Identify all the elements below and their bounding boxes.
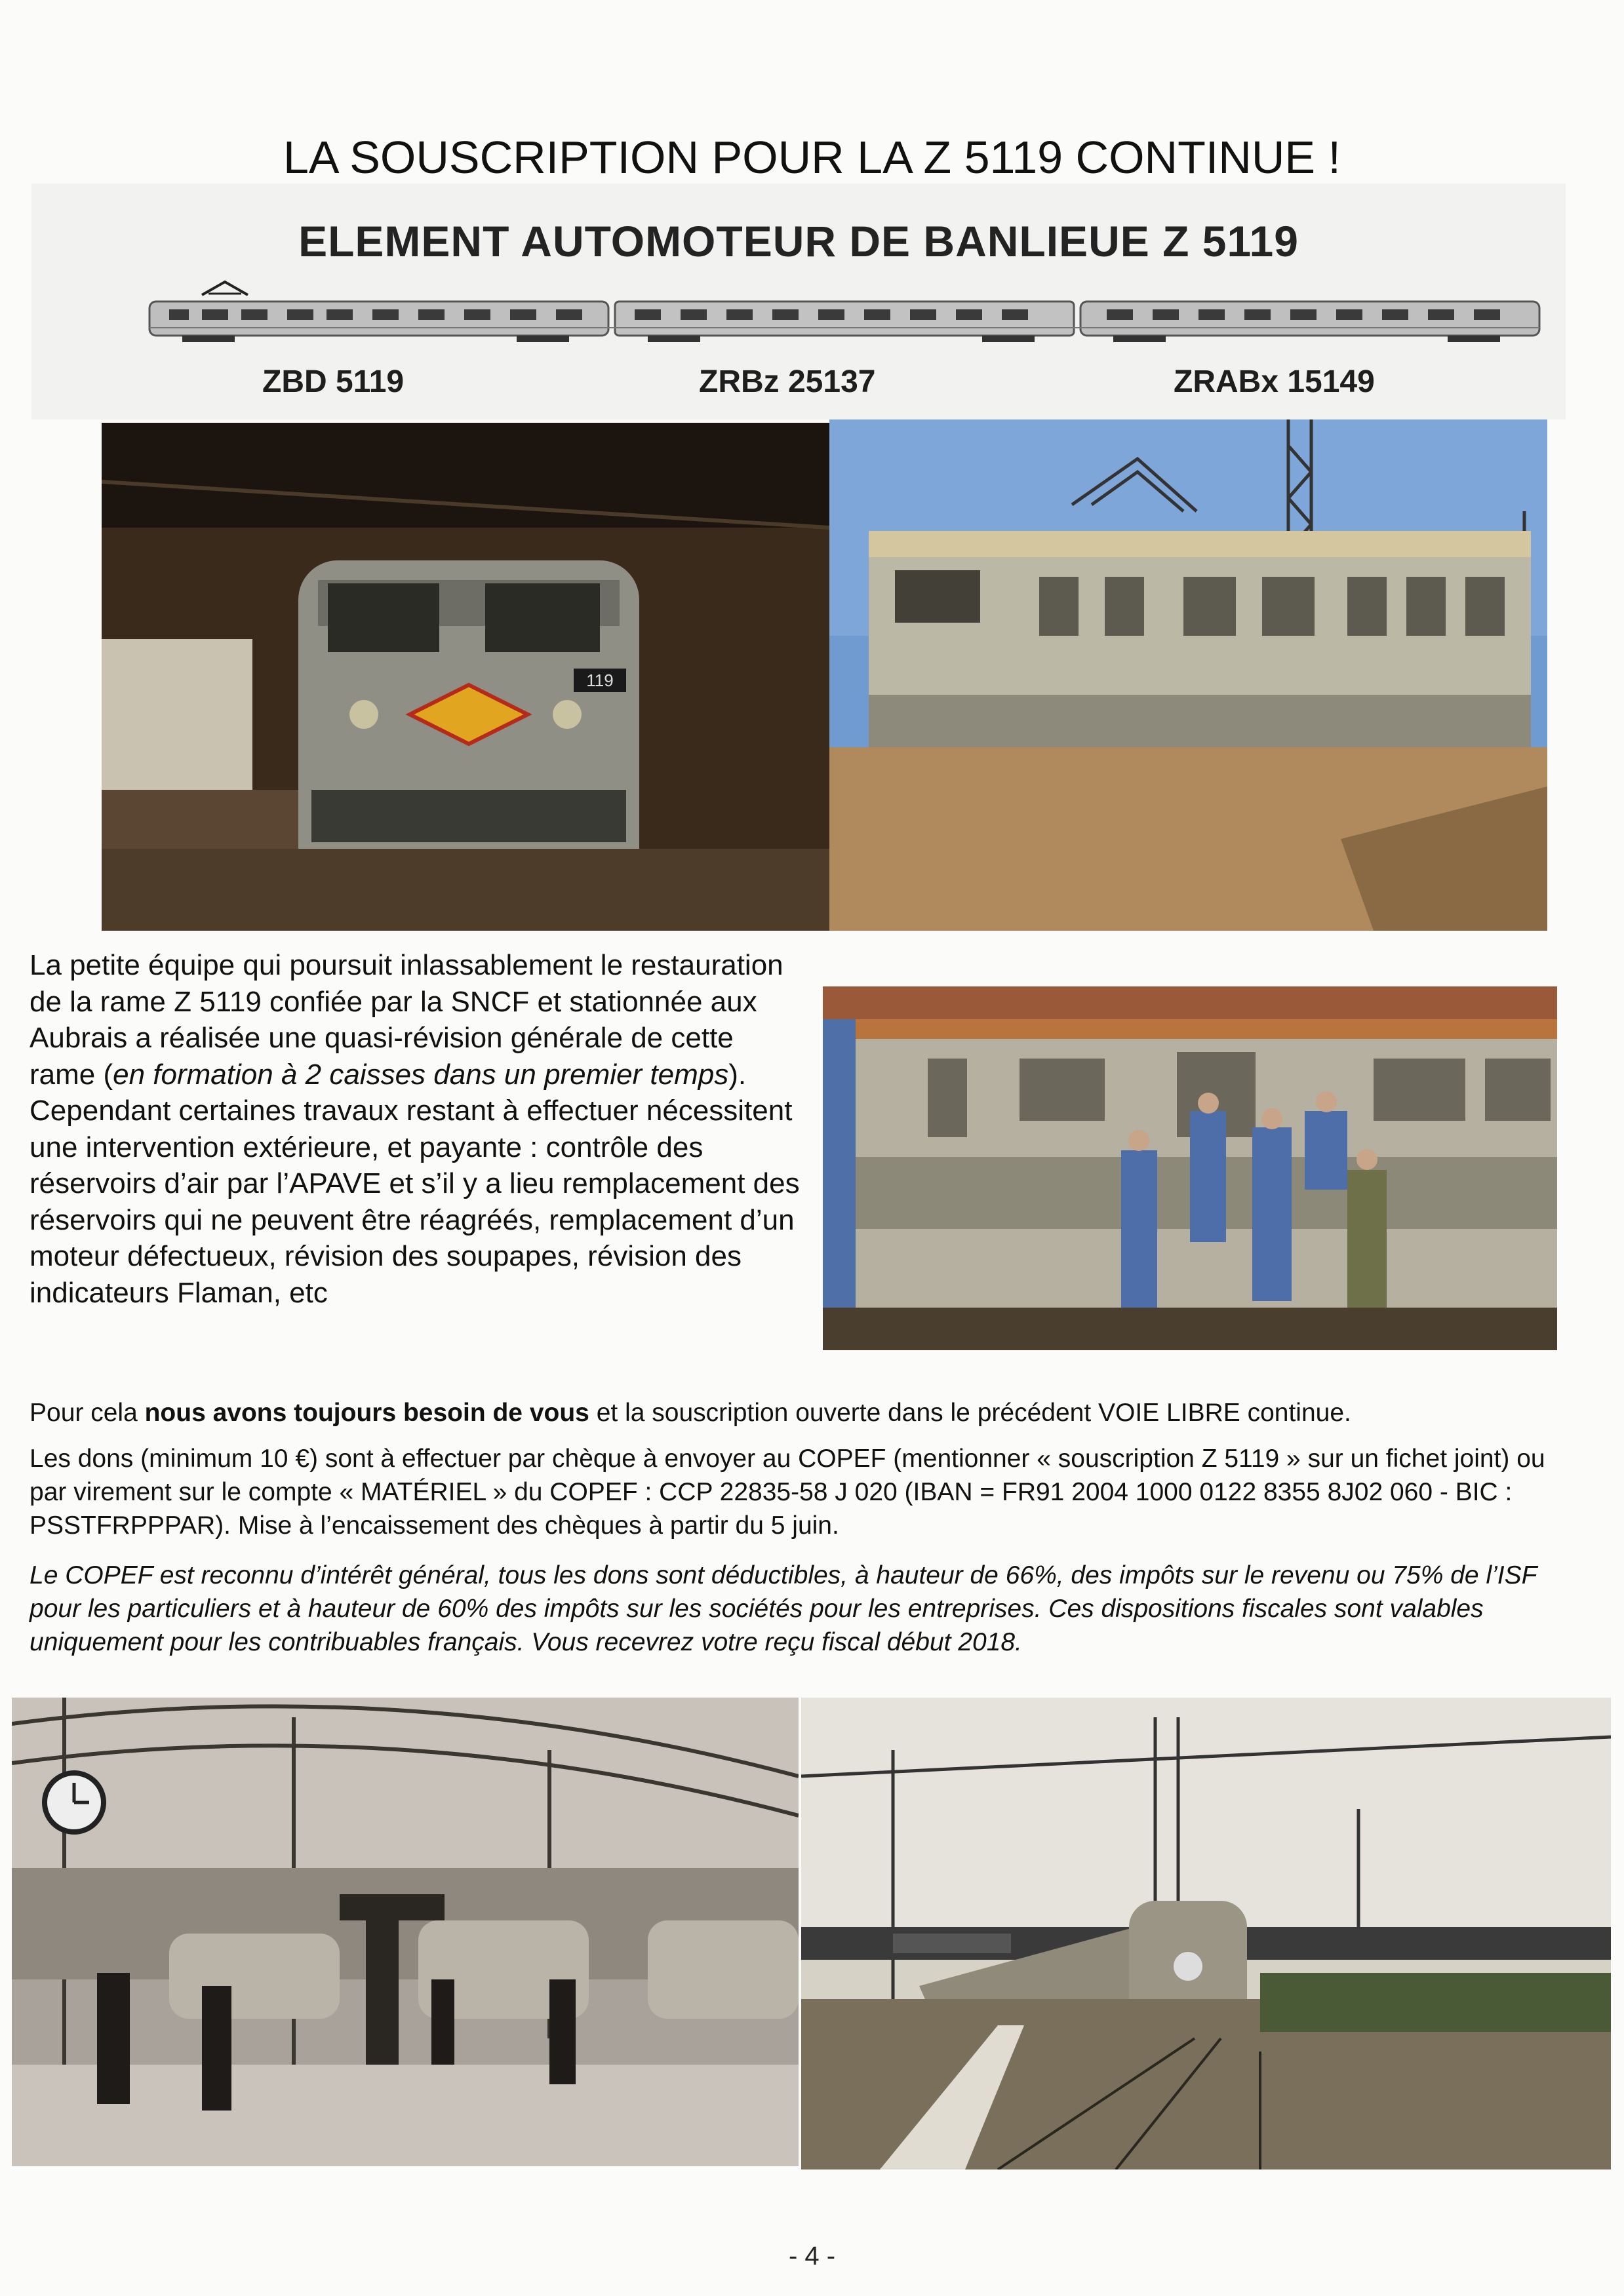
intro-text: La petite équipe qui poursuit inlassablement le restauration de la rame Z 5119 confiée par la SNCF et stationnée aux Aubrais a réalisée une quasi-révision générale de cette rame ( (30, 949, 783, 1091)
page-number: - 4 - (788, 2242, 836, 2270)
train-diagram (110, 275, 1572, 347)
photo-train-yard (829, 419, 1547, 931)
donation-paragraph: Les dons (minimum 10 €) sont à effectuer par chèque à envoyer au COPEF (mentionner « souscription Z 5119 » sur un fichet joint) ou par virement sur le compte « MATÉRIEL » du COPEF : CCP 22835-58 J 020 (IBAN = FR91 2004 1000 0122 8355 8J02 060 - BIC : PSSTFRPPPAR). Mise à l’encaissement des chèques à partir du 5 juin. (30, 1445, 1545, 1540)
photo-team-train (823, 986, 1557, 1350)
intro-text-italic: en formation à 2 caisses dans un premier temps (113, 1058, 729, 1091)
banner-title: ELEMENT AUTOMOTEUR DE BANLIEUE Z 5119 (298, 217, 1299, 265)
tax-paragraph: Le COPEF est reconnu d’intérêt général, tous les dons sont déductibles, à hauteur de 66%, des impôts sur le revenu ou 75% de l’ISF pour les particuliers et à hauteur de 60% des impôts sur les sociétés pour les entreprises. Ces dispositions fiscales sont valables uniquement pour les contribuables français. Vous recevrez votre reçu fiscal début 2018. (30, 1561, 1537, 1656)
support-text-end: et la souscription ouverte dans le précédent VOIE LIBRE continue. (589, 1399, 1351, 1427)
support-paragraph (30, 1396, 1551, 1430)
car-label-1: ZBD 5119 (262, 364, 405, 399)
car-label-2: ZRBz 25137 (699, 364, 876, 399)
support-text: Pour cela (30, 1399, 145, 1427)
cab-number: 119 (586, 671, 614, 690)
train-banner (31, 184, 1566, 419)
photo-train-front-depot (102, 423, 829, 931)
car-label-3: ZRABx 15149 (1174, 364, 1375, 399)
support-text-bold: nous avons toujours besoin de vous (144, 1399, 589, 1427)
page-title: LA SOUSCRIPTION POUR LA Z 5119 CONTINUE ! (283, 132, 1341, 183)
photo-train-tracks (801, 1698, 1611, 2170)
intro-text-end: ). Cependant certaines travaux restant à effectuer nécessitent une intervention extérieure, et payante : contrôle des réservoirs d’air par l’APAVE et s’il y a lieu remplacement des réservoirs qui ne peuvent être réagréés, remplacement d’un moteur défectueux, révision des soupapes, révision des indicateurs Flaman, etc (30, 1058, 800, 1309)
photo-station-hall (12, 1698, 799, 2166)
intro-paragraph (30, 947, 806, 1311)
